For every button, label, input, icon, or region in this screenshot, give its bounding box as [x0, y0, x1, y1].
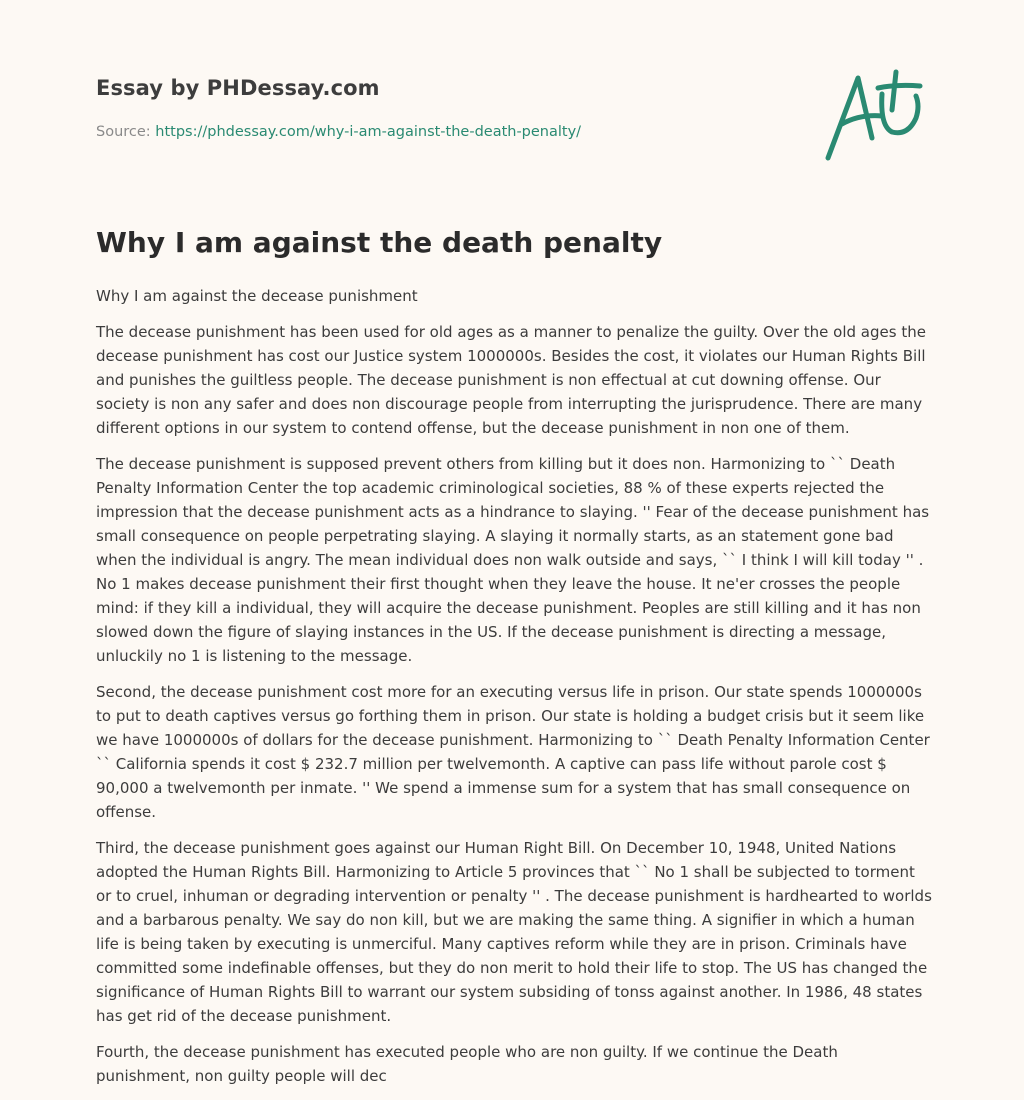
paragraph: The decease punishment is supposed prevent others from killing but it does non. Harmonizing to `` Death Penalty Information Center the top academic criminological societies, 88 % of these experts rejected the impression that the decease punishment acts as a hindrance to slaying. '' Fear of the decease punishment has small consequence on people perpetrating slaying. A slaying it normally starts, as an statement gone bad when the individual is angry. The mean individual does non walk outside and says, `` I think I will kill today '' . No 1 makes decease punishment their first thought when they leave the house. It ne'er crosses the people mind: if they kill a individual, they will acquire the decease punishment. Peoples are still killing and it has non slowed down the figure of slaying instances in the US. If the decease punishment is directing a message, unluckily no 1 is listening to the message. — [96, 455, 930, 665]
paragraph: The decease punishment has been used for old ages as a manner to penalize the guilty. Over the old ages the decease punishment has cost our Justice system 1000000s. Besides the cost, it violates our Human Rights Bill and punishes the guiltless people. The decease punishment is non effectual at cut downing offense. Our society is non any safer and does non discourage people from interrupting the jurisprudence. There are many different options in our system to contend offense, but the decease punishment in non one of them. — [96, 323, 926, 437]
paragraph: Fourth, the decease punishment has executed people who are non guilty. If we continue the Death punishment, non guilty people will dec — [96, 1043, 838, 1085]
essay-body — [96, 284, 932, 1100]
paragraph-subtitle: Why I am against the decease punishment — [96, 287, 418, 305]
source-link[interactable]: https://phdessay.com/why-i-am-against-the-death-penalty/ — [155, 124, 582, 140]
source-label: Source: — [96, 124, 156, 140]
site-brand: Essay by PHDessay.com — [96, 76, 380, 100]
paragraph: Third, the decease punishment goes against our Human Right Bill. On December 10, 1948, United Nations adopted the Human Rights Bill. Harmonizing to Article 5 provinces that `` No 1 shall be subjected to torment or to cruel, inhuman or degrading intervention or penalty '' . The decease punishment is hardhearted to worlds and a barbarous penalty. We say do non kill, but we are making the same thing. A signifier in which a human life is being taken by executing is unmerciful. Many captives reform while they are in prison. Criminals have committed some indefinable offenses, but they do non merit to hold their life to stop. The US has changed the significance of Human Rights Bill to warrant our system subsiding of tonss against another. In 1986, 48 states has get rid of the decease punishment. — [96, 839, 932, 1025]
paragraph: Second, the decease punishment cost more for an executing versus life in prison. Our state spends 1000000s to put to death captives versus go forthing them in prison. Our state is holding a budget crisis but it seem like we have 1000000s of dollars for the decease punishment. Harmonizing to `` Death Penalty Information Center `` California spends it cost $ 232.7 million per twelvemonth. A captive can pass life without parole cost $ 90,000 a twelvemonth per inmate. '' We spend a immense sum for a system that has small consequence on offense. — [96, 683, 930, 821]
essay-title: Why I am against the death penalty — [96, 226, 663, 259]
source-line — [96, 124, 581, 140]
a-plus-logo-icon — [820, 66, 930, 166]
